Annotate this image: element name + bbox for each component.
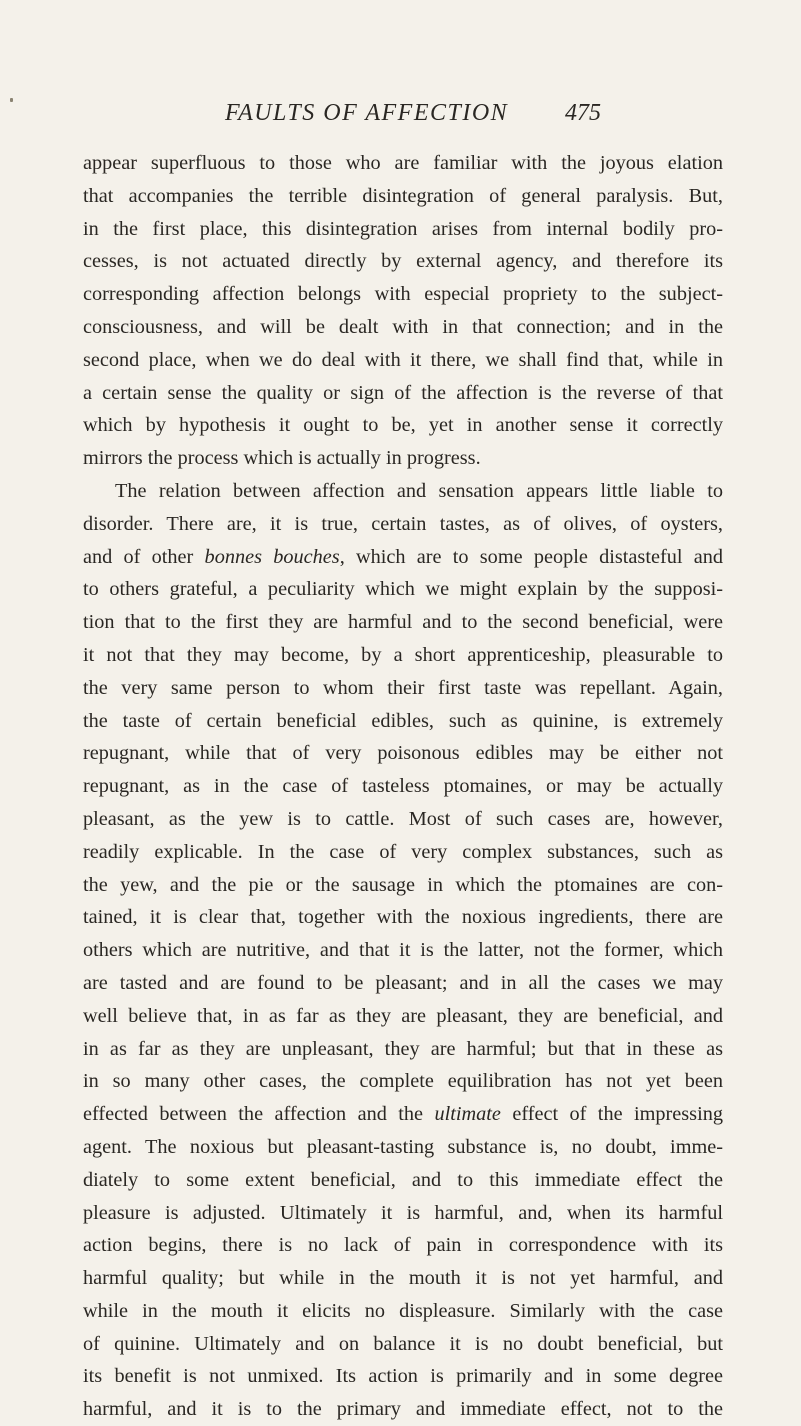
running-title: FAULTS OF AFFECTION — [225, 100, 509, 126]
text-line: pleasant, as the yew is to cattle. Most of such cases are, however, — [83, 807, 723, 830]
text-line: appear superfluous to those who are familiar with the joyous elation — [83, 152, 723, 174]
text-line: the yew, and the pie or the sausage in which the ptomaines are con- — [83, 873, 723, 896]
text-line: repugnant, while that of very poisonous edibles may be either not — [83, 742, 723, 765]
text-line: disorder. There are, it is true, certain tastes, as of olives, of oysters, — [83, 512, 723, 535]
paragraph-start-line: The relation between affection and sensation appears little liable to — [115, 479, 723, 502]
text-line: cesses, is not actuated directly by external agency, and therefore its — [83, 250, 723, 273]
text-segment: , which are to some people distasteful and — [339, 545, 723, 568]
text-line: to others grateful, a peculiarity which we might explain by the supposi- — [83, 578, 723, 601]
text-line: diately to some extent beneficial, and to this immediate effect the — [83, 1168, 723, 1191]
text-line: are tasted and are found to be pleasant; and in all the cases we may — [83, 971, 723, 994]
text-segment: and of other — [83, 545, 205, 568]
text-line: the very same person to whom their first taste was repellant. Again, — [83, 676, 723, 699]
text-line: the taste of certain beneficial edibles, such as quinine, is extremely — [83, 709, 723, 732]
text-line: tion that to the first they are harmful and to the second beneficial, were — [83, 611, 723, 634]
text-line: repugnant, as in the case of tasteless ptomaines, or may be actually — [83, 775, 723, 798]
text-line: readily explicable. In the case of very complex substances, such as — [83, 840, 723, 863]
text-line-with-italic — [83, 541, 723, 574]
text-line: tained, it is clear that, together with the noxious ingredients, there are — [83, 906, 723, 929]
text-line: in the first place, this disintegration arises from internal bodily pro- — [83, 217, 723, 240]
text-line: of quinine. Ultimately and on balance it is no doubt beneficial, but — [83, 1332, 723, 1355]
running-head — [0, 100, 801, 136]
text-line: well believe that, in as far as they are pleasant, they are beneficial, and — [83, 1004, 723, 1027]
italic-word: ultimate — [434, 1103, 501, 1126]
text-line: that accompanies the terrible disintegration of general paralysis. But, — [83, 184, 723, 207]
text-line-with-italic — [83, 1098, 723, 1131]
text-line: a certain sense the quality or sign of the affection is the reverse of that — [83, 381, 723, 404]
text-segment: effect of the impressing — [500, 1103, 723, 1126]
text-line: second place, when we do deal with it there, we shall find that, while in — [83, 348, 723, 371]
paragraph-end-line: mirrors the process which is actually in progress. — [83, 447, 481, 470]
text-segment: effected between the affection and the — [83, 1103, 435, 1126]
text-line: harmful quality; but while in the mouth it is not yet harmful, and — [83, 1267, 723, 1290]
text-line: which by hypothesis it ought to be, yet in another sense it correctly — [83, 414, 723, 437]
text-line: in so many other cases, the complete equilibration has not yet been — [83, 1070, 723, 1093]
text-line: others which are nutritive, and that it is the latter, not the former, which — [83, 939, 723, 962]
text-line: pleasure is adjusted. Ultimately it is harmful, and, when its harmful — [83, 1201, 723, 1224]
text-line: it not that they may become, by a short apprenticeship, pleasurable to — [83, 643, 723, 666]
text-line: corresponding affection belongs with especial propriety to the subject- — [83, 283, 723, 306]
text-line: consciousness, and will be dealt with in that connection; and in the — [83, 315, 723, 338]
text-line: in as far as they are unpleasant, they are harmful; but that in these as — [83, 1037, 723, 1060]
text-line: harmful, and it is to the primary and immediate effect, not to the — [83, 1398, 723, 1421]
text-line: agent. The noxious but pleasant-tasting substance is, no doubt, imme- — [83, 1135, 723, 1158]
body-text — [83, 147, 723, 1426]
italic-phrase: bonnes bouches — [204, 545, 340, 568]
text-line: action begins, there is no lack of pain in correspondence with its — [83, 1234, 723, 1257]
text-line: while in the mouth it elicits no displeasure. Similarly with the case — [83, 1299, 723, 1322]
page-number: 475 — [565, 100, 601, 126]
text-line: its benefit is not unmixed. Its action is primarily and in some degree — [83, 1365, 723, 1388]
